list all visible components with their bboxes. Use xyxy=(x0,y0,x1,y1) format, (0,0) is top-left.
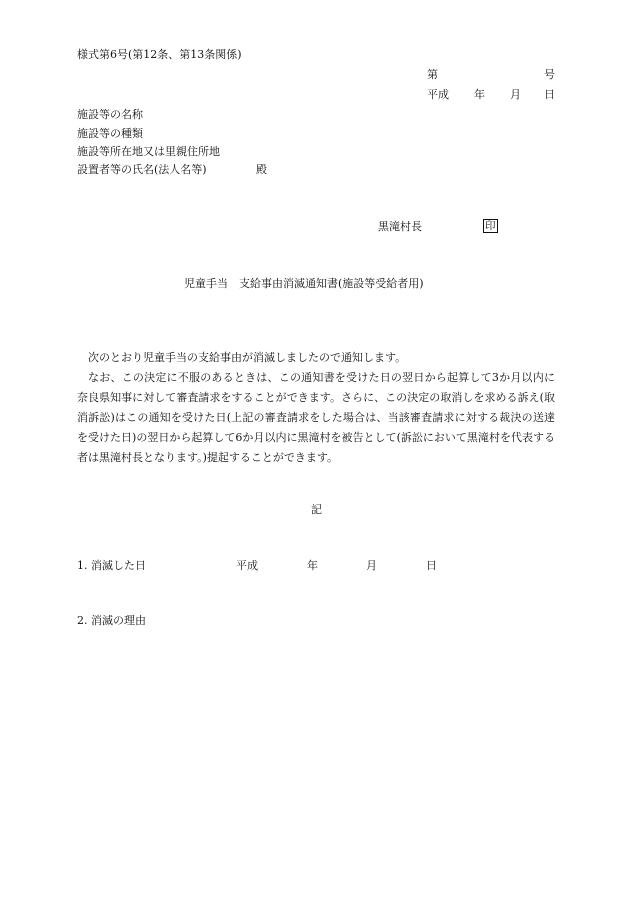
issuer-title: 黒滝村長 xyxy=(378,220,422,233)
document-title: 児童手当 支給事由消滅通知書(施設等受給者用) xyxy=(184,277,424,290)
date-day: 日 xyxy=(544,88,555,101)
ki-label: 記 xyxy=(311,503,322,516)
founder-name-label: 設置者等の氏名(法人名等) xyxy=(77,163,207,176)
doc-no-prefix: 第 xyxy=(427,68,438,81)
body-paragraph-2: なお、この決定に不服のあるときは、この通知書を受けた日の翌日から起算して3か月以内に奈良県知事に対して審査請求をすることができます。さらに、この決定の取消しを求める訴え(取消訴訟)はこの通知を受けた日(上記の審査請求をした場合は、当該審査請求に対する裁決の送達を受けた日)の翌日から起算して6か月以内に黒滝村を被告として(訴訟において黒滝村を代表する者は黒滝村長となります。)提起することができます。 xyxy=(77,371,555,464)
date-month: 月 xyxy=(510,88,521,101)
facility-name-label: 施設等の名称 xyxy=(77,108,143,121)
body-paragraph-1: 次のとおり児童手当の支給事由が消滅しましたので通知します。 xyxy=(88,351,407,364)
form-number: 様式第6号(第12条、第13条関係) xyxy=(77,48,242,61)
doc-no-suffix: 号 xyxy=(544,68,555,81)
honorific: 殿 xyxy=(256,163,267,176)
body-text xyxy=(77,348,555,468)
date-era: 平成 xyxy=(427,88,449,101)
issuer-seal xyxy=(483,219,498,233)
item1-era: 平成 xyxy=(236,559,258,572)
item1-year: 年 xyxy=(307,559,318,572)
date-year: 年 xyxy=(474,88,485,101)
facility-type-label: 施設等の種類 xyxy=(77,127,143,140)
item1-month: 月 xyxy=(366,559,377,572)
facility-address-label: 施設等所在地又は里親住所地 xyxy=(77,145,220,158)
item2-label: 2. 消滅の理由 xyxy=(77,614,146,627)
seal-mark: 印 xyxy=(485,220,496,232)
item1-label: 1. 消滅した日 xyxy=(77,559,146,572)
item1-day: 日 xyxy=(426,559,437,572)
